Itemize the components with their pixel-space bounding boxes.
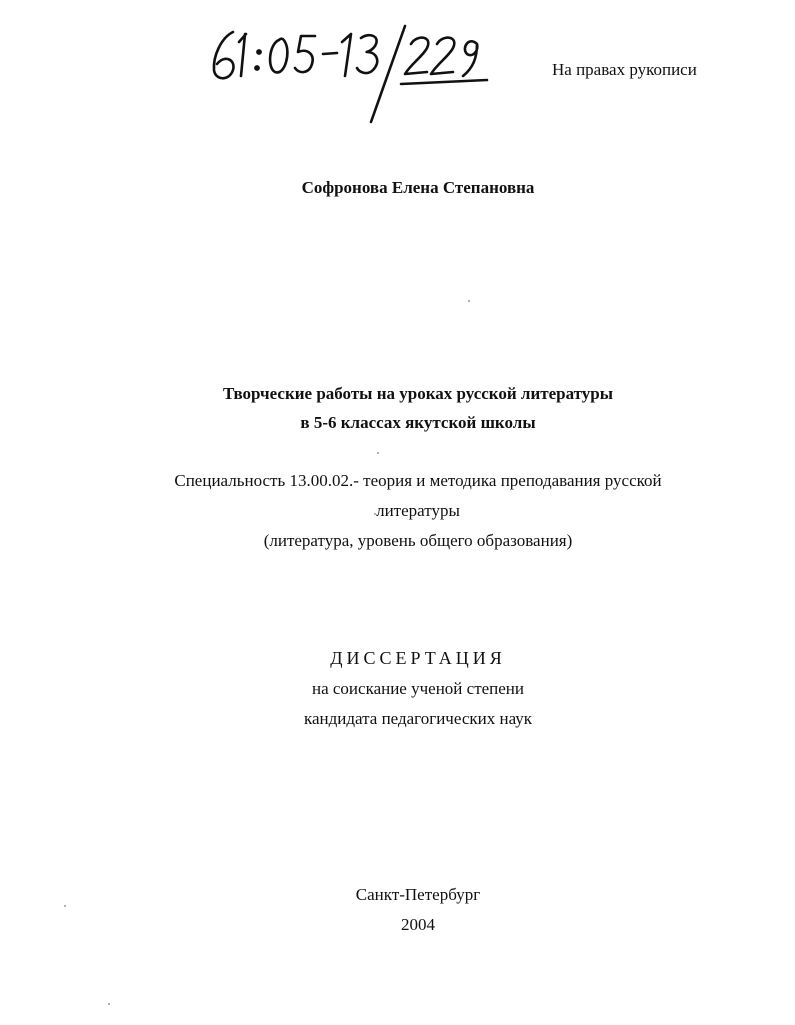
specialty-line-1: Специальность 13.00.02.- теория и методика преподавания русской (174, 471, 662, 490)
handwritten-archive-number (205, 22, 505, 126)
scan-speck (64, 905, 66, 907)
thesis-title-line-1: Творческие работы на уроках русской литературы (222, 384, 614, 403)
specialty-line-3: (литература, уровень общего образования) (263, 531, 573, 550)
manuscript-rights-label: На правах рукописи (552, 60, 697, 79)
scan-speck (374, 513, 376, 515)
specialty-line-2: литературы (376, 501, 460, 520)
scan-speck (108, 1003, 110, 1005)
city: Санкт-Петербург (355, 885, 481, 904)
year: 2004 (401, 915, 435, 934)
archive-mark-text (0, 0, 1, 1)
degree-line-1: на соискание ученой степени (311, 679, 525, 698)
dissertation-heading: ДИССЕРТАЦИЯ (330, 648, 506, 668)
degree-line-2: кандидата педагогических наук (303, 709, 533, 728)
thesis-title-line-2: в 5-6 классах якутской школы (300, 413, 536, 432)
scan-speck (377, 452, 379, 454)
scan-speck (468, 300, 470, 302)
author-name: Софронова Елена Степановна (301, 178, 535, 197)
